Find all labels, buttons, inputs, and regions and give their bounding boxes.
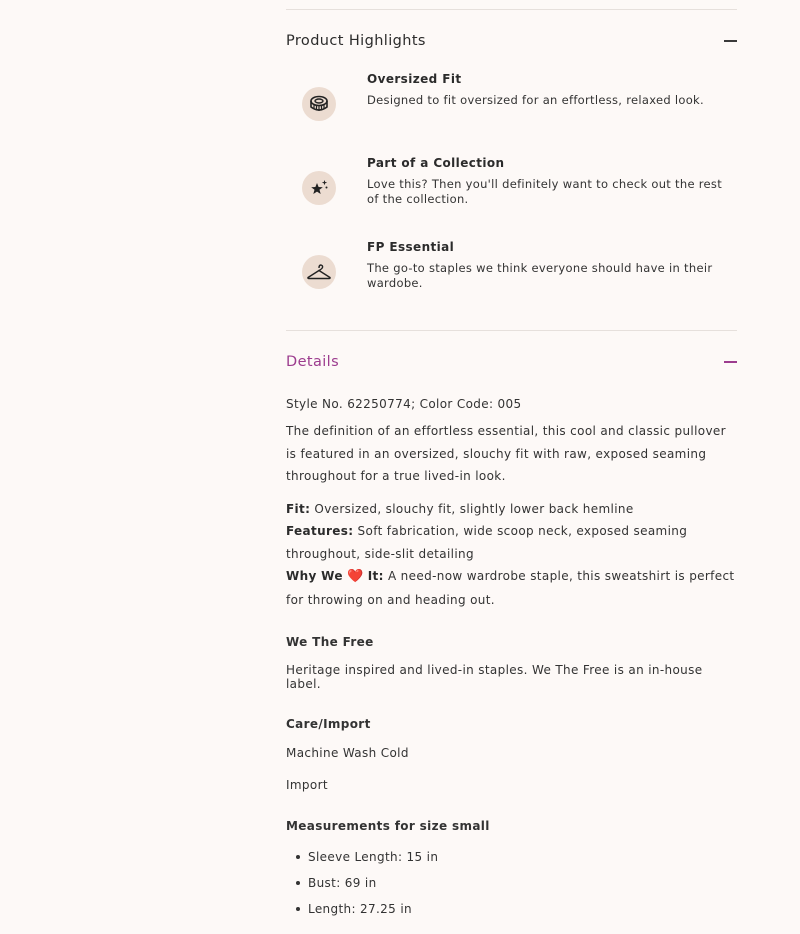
- care-item: Import: [286, 778, 328, 792]
- list-item: Length: 27.25 in: [286, 896, 737, 922]
- features-label: Features:: [286, 524, 354, 538]
- fit-line: [286, 498, 737, 521]
- details-content: [286, 397, 737, 922]
- details-header[interactable]: [286, 331, 737, 393]
- highlight-item: [286, 240, 737, 324]
- measurements-title: Measurements for size small: [286, 819, 490, 833]
- highlight-title: Part of a Collection: [367, 156, 505, 170]
- style-number: Style No. 62250774; Color Code: 005: [286, 397, 522, 411]
- fit-label: Fit:: [286, 501, 311, 516]
- collapse-icon[interactable]: [724, 361, 737, 363]
- measuring-tape-icon: [302, 87, 336, 121]
- brand-title: We The Free: [286, 635, 374, 649]
- product-highlights-header[interactable]: [286, 10, 737, 72]
- why-we-love-it-line: [286, 565, 737, 611]
- care-title: Care/Import: [286, 717, 371, 731]
- highlight-description: Love this? Then you'll definitely want to check out the rest of the collection.: [367, 177, 723, 206]
- brand-text: Heritage inspired and lived-in staples. We The Free is an in-house label.: [286, 663, 703, 691]
- hanger-icon: [302, 255, 336, 289]
- features-text: Soft fabrication, wide scoop neck, exposed seaming throughout, side-slit detailing: [286, 524, 688, 561]
- list-item: Bust: 69 in: [286, 870, 737, 896]
- collapse-icon[interactable]: [724, 40, 737, 42]
- stars-icon: [302, 171, 336, 205]
- details-title: Details: [286, 354, 340, 370]
- measurements-list: [286, 844, 737, 922]
- why-label-suffix: It:: [367, 569, 384, 583]
- highlight-item: [286, 156, 737, 240]
- product-description: The definition of an effortless essential, this cool and classic pullover is featured in an oversized, slouchy fit with raw, exposed seaming throughout for a true lived-in look.: [286, 424, 726, 483]
- highlights-list: [286, 72, 737, 324]
- features-line: [286, 520, 737, 565]
- product-highlights-title: Product Highlights: [286, 33, 426, 49]
- why-text: A need-now wardrobe staple, this sweatshirt is perfect for throwing on and heading out.: [286, 569, 735, 607]
- highlight-title: Oversized Fit: [367, 72, 462, 86]
- product-info-panel: [286, 0, 737, 922]
- highlight-item: [286, 72, 737, 156]
- highlight-description: The go-to staples we think everyone should have in their wardobe.: [367, 261, 713, 290]
- list-item: Sleeve Length: 15 in: [286, 844, 737, 870]
- heart-icon: ❤️: [347, 569, 364, 584]
- highlight-title: FP Essential: [367, 240, 455, 254]
- care-item: Machine Wash Cold: [286, 746, 409, 760]
- highlight-description: Designed to fit oversized for an effortless, relaxed look.: [367, 93, 704, 107]
- fit-text: Oversized, slouchy fit, slightly lower back hemline: [314, 501, 634, 516]
- why-label: Why We: [286, 569, 343, 583]
